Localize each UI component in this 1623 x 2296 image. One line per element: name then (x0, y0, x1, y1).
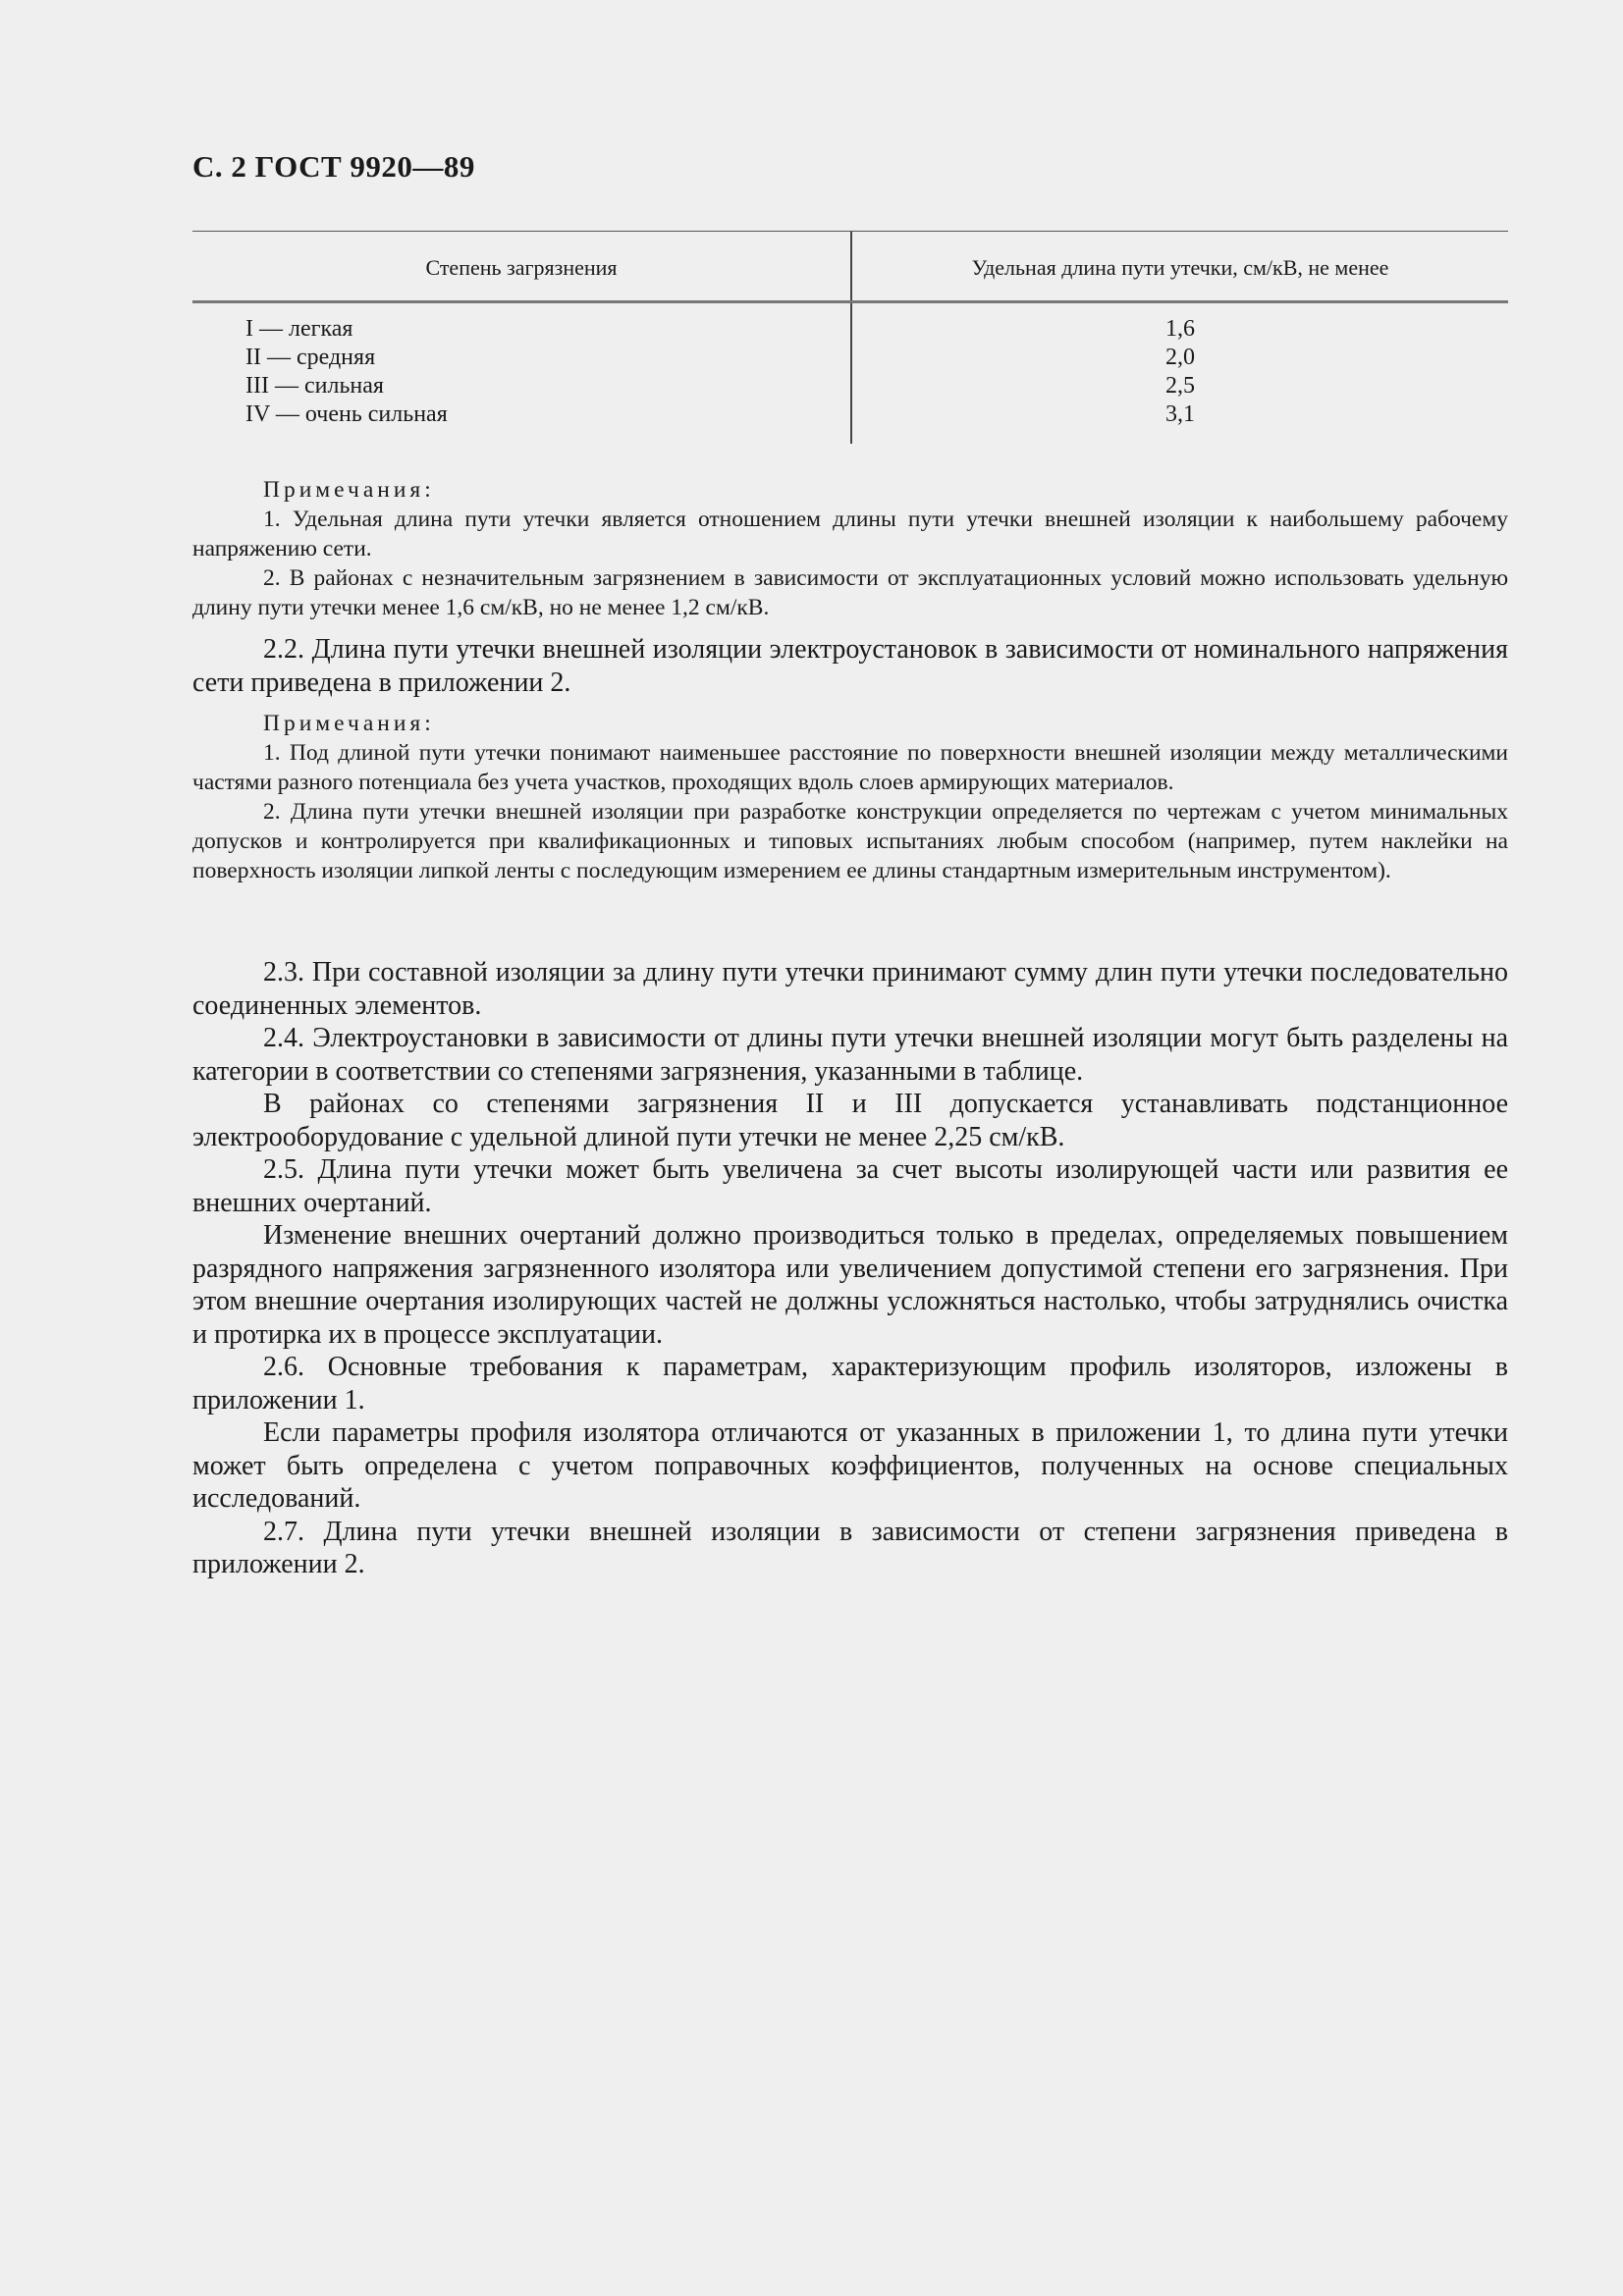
table-header-creepage-length: Удельная длина пути утечки, см/кВ, не менее (971, 255, 1389, 280)
pollution-table (192, 231, 1508, 444)
table-cell-value: 2,0 (1165, 345, 1195, 370)
main-paragraphs (192, 956, 1508, 1581)
table-cell-value: 1,6 (1165, 316, 1195, 342)
paragraph: Изменение внешних очертаний должно производиться только в пределах, определяемых повышением разрядного напряжения загрязненного изолятора или увеличением допустимой степени его загрязнения. При этом внешние очертания изолирующих частей не должны усложняться настолько, чтобы затруднялись очистка и протирка их в процессе эксплуатации. (192, 1220, 1508, 1350)
paragraph: 2.2. Длина пути утечки внешней изоляции электроустановок в зависимости от номинального напряжения сети приведена в приложении 2. (192, 634, 1508, 698)
paragraph-2-3: 2.3. При составной изоляции за длину пути утечки принимают сумму длин пути утечки последовательно соединенных элементов. (192, 957, 1508, 1021)
table-cell-degree: II — средняя (245, 345, 376, 370)
table-cell-degree: I — легкая (245, 316, 353, 342)
notes-block-2 (192, 709, 1508, 885)
paragraph: В районах со степенями загрязнения II и III допускается устанавливать подстанционное электрооборудование с удельной длиной пути утечки не менее 2,25 см/кВ. (192, 1089, 1508, 1152)
paragraph-2-6: 2.6. Основные требования к параметрам, характеризующим профиль изоляторов, изложены в приложении 1. (192, 1352, 1508, 1415)
table-cell-degree: III — сильная (245, 373, 384, 399)
table-cell-value: 3,1 (1165, 401, 1195, 427)
note-item: 2. Длина пути утечки внешней изоляции при разработке конструкции определяется по чертежам с учетом минимальных допусков и контролируется при квалификационных и типовых испытаниях любым способом (например, путем наклейки на поверхность изоляции липкой ленты с последующим измерением ее длины стандартным измерительным инструментом). (192, 799, 1508, 883)
paragraph-2-7: 2.7. Длина пути утечки внешней изоляции в зависимости от степени загрязнения приведена в приложении 2. (192, 1516, 1508, 1579)
paragraph-2-4: 2.4. Электроустановки в зависимости от длины пути утечки внешней изоляции могут быть разделены на категории в соответствии со степенями загрязнения, указанными в таблице. (192, 1023, 1508, 1087)
note-item: 1. Под длиной пути утечки понимают наименьшее расстояние по поверхности внешней изоляции между металлическими частями разного потенциала без учета участков, проходящих вдоль слоев армирующих материалов. (192, 740, 1508, 795)
notes-heading: Примечания: (263, 477, 435, 503)
note-item: 1. Удельная длина пути утечки является отношением длины пути утечки внешней изоляции к наибольшему рабочему напряжению сети. (192, 507, 1508, 561)
table-header-pollution-degree: Степень загрязнения (425, 255, 618, 280)
paragraph-2-5: 2.5. Длина пути утечки может быть увеличена за счет высоты изолирующей части или развития ее внешних очертаний. (192, 1154, 1508, 1218)
note-item: 2. В районах с незначительным загрязнением в зависимости от эксплуатационных условий можно использовать удельную длину пути утечки менее 1,6 см/кВ, но не менее 1,2 см/кВ. (192, 565, 1508, 620)
notes-heading: Примечания: (263, 711, 435, 736)
paragraph: Если параметры профиля изолятора отличаются от указанных в приложении 1, то длина пути утечки может быть определена с учетом поправочных коэффициентов, полученных на основе специальных исследований. (192, 1417, 1508, 1514)
table-header-separator (192, 300, 1508, 303)
table-cell-value: 2,5 (1165, 373, 1195, 399)
notes-block-1 (192, 475, 1508, 622)
page-header: С. 2 ГОСТ 9920—89 (192, 149, 475, 184)
table-cell-degree: IV — очень сильная (245, 401, 448, 427)
paragraph-2-2 (192, 633, 1508, 699)
